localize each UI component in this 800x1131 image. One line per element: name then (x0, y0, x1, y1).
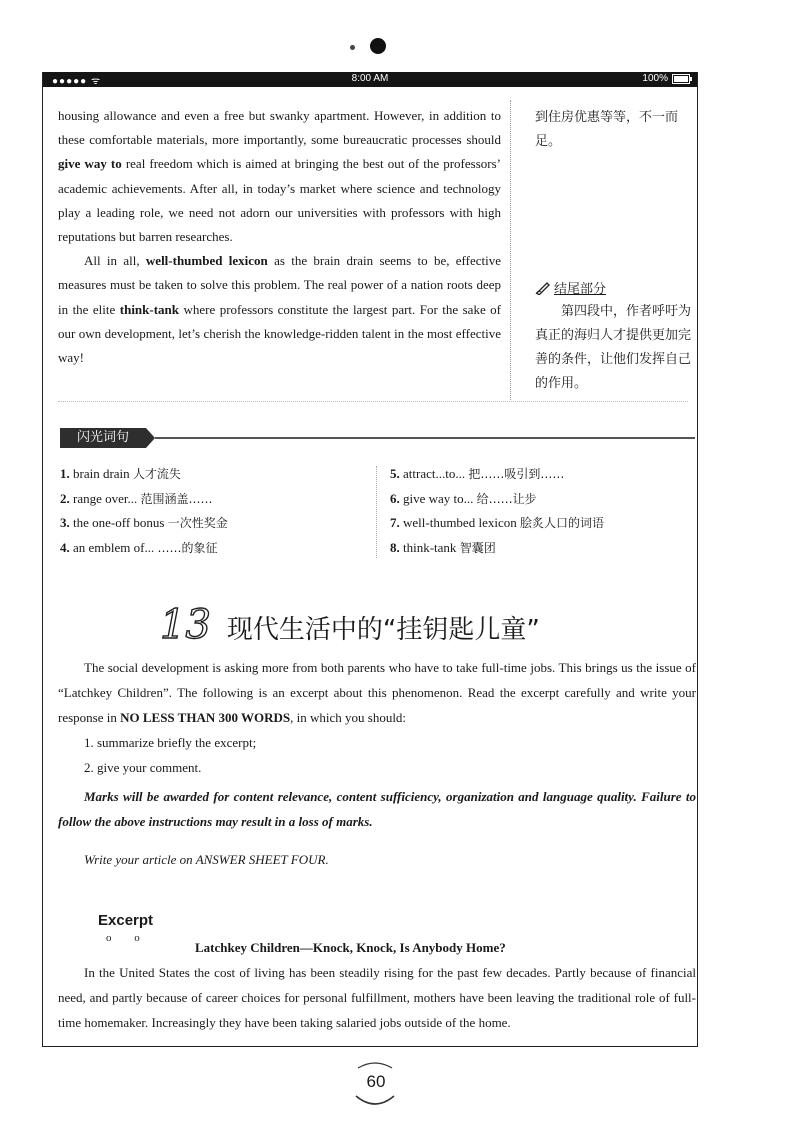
vocab-banner-arrow (146, 428, 155, 448)
excerpt-label: Excerpt (98, 912, 154, 929)
vocab-item: 4. an emblem of... ……的象征 (60, 539, 218, 555)
camera-icon (370, 38, 386, 54)
page-number: 60 (366, 1072, 386, 1091)
vocab-item: 5. attract...to... 把……吸引到…… (390, 466, 565, 481)
battery-percent: 100% (642, 73, 668, 84)
vocab-item: 1. brain drain 人才流失 (60, 466, 181, 481)
side-note-top: 到住房优惠等等，不一而足。 (535, 110, 679, 149)
excerpt-ornament: o o (106, 932, 150, 944)
page-frame-right (697, 72, 698, 1047)
pen-icon (535, 281, 551, 295)
vocab-item: 3. the one-off bonus 一次性奖金 (60, 515, 228, 530)
essay-text (58, 104, 501, 370)
vocab-banner: 闪光词句 (60, 428, 146, 448)
vocab-divider (376, 466, 377, 558)
section-divider (58, 401, 688, 402)
vocab-list-left (60, 462, 228, 560)
excerpt-body: In the United States the cost of living has been steadily rising for the past few decades. Partly because of financial need, and partly because of career choices for personal fulfillment, mothers have been leaving the traditional role of full-time homemaker. Increasingly they have been taking salaried jobs outside of the home. (58, 965, 696, 1030)
page-frame-bottom (42, 1046, 698, 1047)
vocab-item: 2. range over... 范围涵盖…… (60, 490, 213, 506)
write-note: Write your article on ANSWER SHEET FOUR. (84, 852, 329, 867)
status-time: 8:00 AM (351, 73, 389, 84)
section-title (160, 602, 640, 648)
vocab-list-right (390, 462, 604, 560)
task-instructions (58, 655, 696, 885)
intro-paragraph: The social development is asking more from both parents who have to take full-time jobs. This brings us the issue of “Latchkey Children”. The following is an excerpt about this phenomenon. Read the excerpt carefully and write your response in NO LESS THAN 300 WORDS, in which you should: (58, 660, 696, 725)
excerpt-title: Latchkey Children—Knock, Knock, Is Anybody Home? (195, 940, 506, 955)
column-divider (510, 100, 511, 400)
vocab-item: 6. give way to... 给……让步 (390, 490, 537, 506)
section-number: 13 (160, 602, 211, 648)
essay-paragraph: All in all, well-thumbed lexicon as the brain drain seems to be, effective measures must be taken to solve this problem. The real power of a nation roots deep in the elite think-tank where professors constitute the largest part. For the sake of our own development, let’s cherish the knowledge-ridden talent in the most effective way! (58, 253, 502, 366)
status-bar (42, 72, 698, 87)
battery-indicator (642, 73, 690, 84)
section-title-text: 现代生活中的“挂钥匙儿童” (226, 615, 540, 645)
side-note-bottom: 第四段中，作者呼吁为真正的海归人才提供更加完善的条件，让他们发挥自己的作用。 (535, 304, 692, 391)
task-item: 2. give your comment. (84, 760, 202, 775)
page-frame-left (42, 72, 43, 1047)
side-heading (535, 278, 606, 297)
task-item: 1. summarize briefly the excerpt; (84, 735, 257, 750)
vocab-rule (155, 437, 695, 439)
vocab-item: 7. well-thumbed lexicon 脍炙人口的词语 (390, 515, 604, 530)
battery-icon (672, 74, 690, 84)
vocab-item: 8. think-tank 智囊团 (390, 539, 496, 555)
marks-note: Marks will be awarded for content relevance, content sufficiency, organization and language quality. Failure to follow the above instructions may result in a loss of marks. (58, 789, 696, 829)
sensor-dot (350, 45, 355, 50)
signal-icon: ●●●●● ᯤ (52, 76, 102, 87)
side-heading-label: 结尾部分 (554, 282, 607, 297)
essay-paragraph: housing allowance and even a free but swanky apartment. However, in addition to these comfortable materials, more importantly, some bureaucratic processes should give way to real freedom which is aimed at bringing the best out of the professors’ academic achievements. After all, in today’s market where science and technology play a leading role, we need not adorn our universities with professors with high reputations but barren researches. (58, 108, 501, 245)
